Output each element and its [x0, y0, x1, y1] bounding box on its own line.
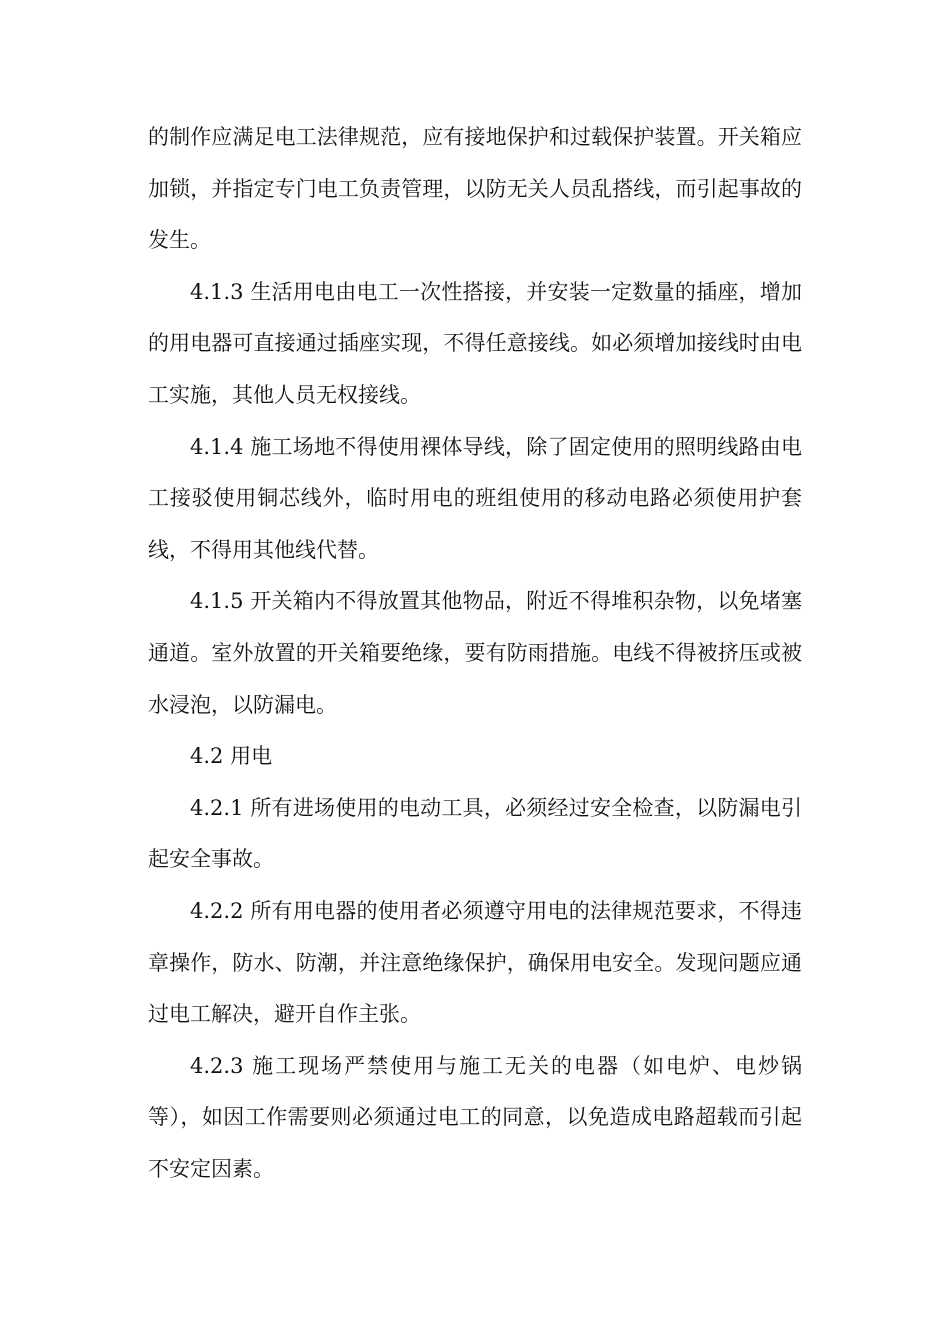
paragraph-4-1-5: 4.1.5 开关箱内不得放置其他物品，附近不得堆积杂物，以免堵塞通道。室外放置的开关箱要绝缘，要有防雨措施。电线不得被挤压或被水浸泡，以防漏电。 — [148, 589, 802, 717]
paragraph-4-2-1: 4.2.1 所有进场使用的电动工具，必须经过安全检查，以防漏电引起安全事故。 — [148, 795, 802, 872]
document-body — [148, 112, 802, 1195]
paragraph-4-2-3: 4.2.3 施工现场严禁使用与施工无关的电器（如电炉、电炒锅等），如因工作需要则必须通过电工的同意，以免造成电路超载而引起不安定因素。 — [148, 1053, 802, 1181]
paragraph-4-1-3: 4.1.3 生活用电由电工一次性搭接，并安装一定数量的插座，增加的用电器可直接通过插座实现，不得任意接线。如必须增加接线时由电工实施，其他人员无权接线。 — [148, 279, 802, 407]
paragraph-4-1-4: 4.1.4 施工场地不得使用裸体导线，除了固定使用的照明线路由电工接驳使用铜芯线外，临时用电的班组使用的移动电路必须使用护套线，不得用其他线代替。 — [148, 434, 802, 562]
paragraph-4-2-2: 4.2.2 所有用电器的使用者必须遵守用电的法律规范要求，不得违章操作，防水、防潮，并注意绝缘保护，确保用电安全。发现问题应通过电工解决，避开自作主张。 — [148, 898, 802, 1027]
paragraph-continuation: 的制作应满足电工法律规范，应有接地保护和过载保护装置。开关箱应加锁，并指定专门电工负责管理，以防无关人员乱搭线，而引起事故的发生。 — [148, 125, 802, 253]
section-heading-4-2: 4.2 用电 — [190, 744, 273, 769]
